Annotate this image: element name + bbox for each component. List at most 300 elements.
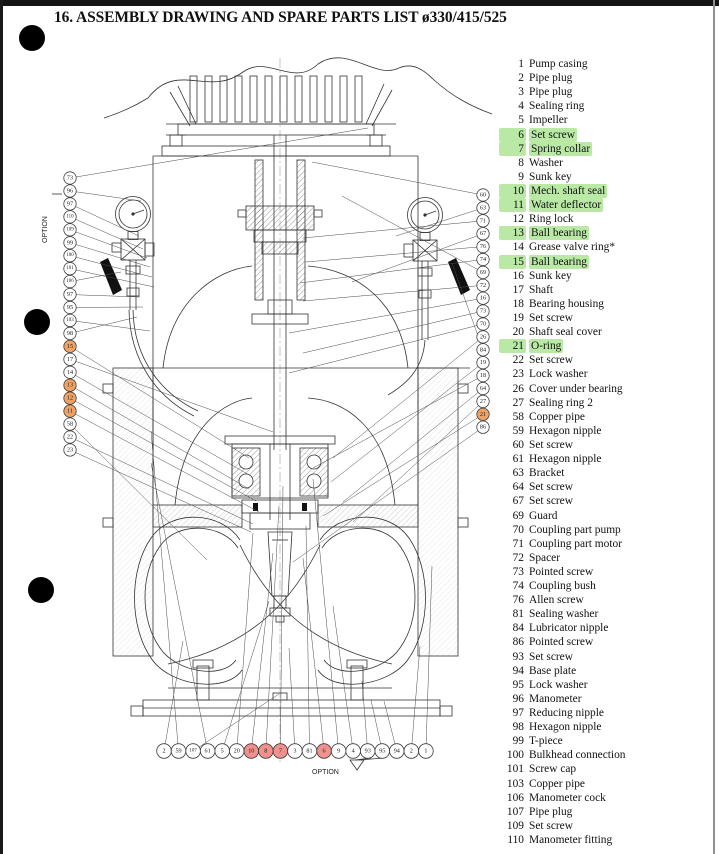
leader-line — [306, 526, 310, 751]
parts-list-row — [501, 71, 715, 85]
callout-number: 2 — [409, 747, 413, 755]
callout-bubble — [64, 198, 76, 210]
callout-number: 81 — [306, 747, 313, 755]
callout-bubble — [477, 240, 489, 252]
callout-number: 1 — [424, 747, 428, 755]
leader-line — [70, 359, 273, 432]
cock-lever — [100, 258, 122, 295]
callout-bubble — [64, 405, 76, 417]
callout-number: 8 — [264, 747, 268, 755]
callout-number: 95 — [379, 747, 386, 755]
part-number: 20 — [512, 326, 524, 339]
parts-list-row — [501, 198, 715, 212]
parts-list-row — [501, 325, 715, 339]
callout-bubble — [64, 418, 76, 430]
callout-bubble — [331, 744, 346, 759]
part-name: Sealing ring 2 — [529, 396, 593, 409]
part-number: 61 — [512, 453, 524, 466]
part-name: Pointed screw — [529, 636, 594, 649]
callout-bubble — [64, 250, 76, 262]
callout-bubble — [346, 744, 361, 759]
parts-list-row — [501, 57, 715, 71]
leader-line — [342, 196, 483, 272]
callout-bubble — [64, 301, 76, 313]
leader-line — [222, 601, 269, 751]
callout-number: 98 — [66, 329, 74, 337]
callout-bubble — [477, 331, 489, 343]
part-number: 110 — [507, 834, 524, 847]
callout-number: 107 — [189, 748, 197, 754]
parts-list-row — [501, 311, 715, 325]
leader-line — [323, 414, 483, 516]
part-name: Mech. shaft seal — [531, 184, 606, 197]
parts-list-row — [501, 748, 715, 762]
part-number: 6 — [499, 128, 526, 142]
part-name: Pipe plug — [529, 72, 573, 85]
part-number: 100 — [506, 749, 524, 762]
part-number: 103 — [506, 777, 524, 790]
part-name: Set screw — [531, 128, 575, 141]
callout-bubble — [64, 172, 76, 184]
leader-line — [333, 337, 483, 458]
part-name: Coupling bush — [529, 580, 596, 593]
part-name: Pump casing — [529, 58, 588, 70]
callout-number: 97 — [66, 200, 74, 208]
part-number: 60 — [512, 438, 524, 451]
callout-number: 22 — [66, 433, 74, 441]
part-name: Set screw — [529, 650, 573, 663]
callout-number: 18 — [479, 372, 487, 380]
callout-bubble — [259, 744, 274, 759]
leader-line — [411, 646, 420, 751]
part-name: Hexagon nipple — [529, 424, 602, 437]
parts-list-row — [501, 410, 715, 424]
part-name: Set screw — [529, 495, 573, 508]
part-number: 69 — [512, 509, 524, 522]
parts-list-row — [501, 269, 715, 283]
part-name: Ball bearing — [531, 227, 587, 240]
parts-list-row — [501, 791, 715, 805]
parts-list-row — [501, 706, 715, 720]
parts-list-row — [501, 142, 715, 156]
parts-list-row — [501, 720, 715, 734]
leader-line — [70, 372, 251, 476]
part-name: Manometer cock — [529, 791, 606, 804]
callout-number: 3 — [293, 747, 297, 755]
callout-number: 12 — [66, 394, 74, 402]
callout-number: 70 — [479, 320, 487, 328]
page-title: 16. ASSEMBLY DRAWING AND SPARE PARTS LIST ø330/415/525 — [54, 9, 507, 26]
callout-bubble — [171, 744, 186, 759]
part-number: 2 — [518, 72, 524, 85]
parts-list-row — [501, 537, 715, 551]
callout-bubble — [64, 353, 76, 365]
callout-bubble — [477, 395, 489, 407]
callout-number: 7 — [278, 747, 282, 755]
callout-number: 14 — [66, 368, 74, 376]
part-number: 23 — [512, 368, 524, 381]
part-name: Manometer — [529, 692, 582, 705]
callout-number: 17 — [66, 355, 74, 363]
parts-list-row — [501, 494, 715, 508]
part-name: Grease valve ring* — [529, 241, 616, 254]
parts-list-row — [501, 678, 715, 692]
parts-list-row — [501, 339, 715, 353]
parts-list-row — [501, 565, 715, 579]
part-number: 22 — [512, 354, 524, 367]
leader-line — [289, 324, 483, 373]
part-number: 81 — [512, 608, 524, 621]
parts-list-row — [501, 128, 715, 142]
part-number: 8 — [518, 156, 524, 169]
parts-list-row — [501, 99, 715, 113]
callout-bubble — [302, 744, 317, 759]
leader-line — [312, 162, 483, 195]
leader-line — [70, 204, 139, 236]
callout-number: 99 — [66, 239, 74, 247]
callout-bubble — [64, 444, 76, 456]
callout-bubble — [64, 211, 76, 223]
leader-line — [151, 431, 179, 751]
part-name: Shaft — [529, 283, 554, 296]
part-name: O-ring — [531, 340, 562, 353]
part-number: 11 — [499, 198, 526, 212]
leader-line — [70, 128, 368, 178]
part-number: 94 — [512, 664, 524, 677]
callout-number: 27 — [479, 397, 487, 405]
callout-bubble — [477, 279, 489, 291]
right-manometer-assembly — [388, 198, 470, 396]
part-number: 17 — [512, 283, 524, 296]
part-name: Pipe plug — [529, 805, 573, 818]
callout-number: 76 — [479, 243, 487, 251]
part-name: Screw cap — [529, 763, 577, 776]
part-number: 67 — [512, 495, 524, 508]
callout-bubble — [64, 366, 76, 378]
callout-bubble — [157, 744, 172, 759]
part-number: 3 — [518, 86, 524, 99]
part-name: Cover under bearing — [529, 382, 623, 395]
callout-bubble — [477, 215, 489, 227]
parts-list-row — [501, 551, 715, 565]
callout-bubble — [64, 379, 76, 391]
callout-bubble — [64, 262, 76, 274]
callout-number: 95 — [66, 304, 74, 311]
part-name: Pointed screw — [529, 565, 594, 578]
part-name: Set screw — [529, 311, 573, 324]
part-number: 19 — [512, 311, 524, 324]
callout-bubble — [64, 224, 76, 236]
parts-list-row — [501, 353, 715, 367]
part-number: 109 — [506, 819, 524, 832]
part-name: Allen screw — [529, 594, 584, 607]
part-name: Ball bearing — [531, 255, 587, 268]
parts-list-row — [501, 156, 715, 170]
callout-bubble — [215, 744, 230, 759]
callout-bubble — [64, 237, 76, 249]
part-name: Base plate — [529, 664, 577, 677]
part-number: 10 — [499, 184, 526, 198]
callout-number: 72 — [479, 281, 487, 289]
callout-bubble — [477, 189, 489, 201]
parts-list-row — [501, 607, 715, 621]
callout-number: 58 — [66, 420, 74, 428]
parts-list-row — [501, 777, 715, 791]
parts-list-row — [501, 212, 715, 226]
part-name: Coupling part motor — [529, 537, 623, 550]
part-name: Manometer fitting — [529, 834, 613, 847]
callout-bubble — [64, 340, 76, 352]
callout-bubble — [244, 744, 259, 759]
callout-bubble — [477, 305, 489, 317]
callout-bubble — [477, 382, 489, 394]
part-name: Copper pipe — [529, 410, 585, 423]
parts-list-row — [501, 452, 715, 466]
part-name: Reducing nipple — [529, 707, 604, 720]
callout-bubble — [477, 292, 489, 304]
parts-list-row — [501, 621, 715, 635]
part-name: Coupling part pump — [529, 523, 621, 536]
parts-list-row — [501, 509, 715, 523]
part-number: 63 — [512, 467, 524, 480]
part-number: 26 — [512, 382, 524, 395]
parts-list-row — [501, 367, 715, 381]
callout-number: 63 — [479, 204, 487, 212]
part-number: 76 — [512, 594, 524, 607]
callout-bubble — [360, 744, 375, 759]
callout-number: 64 — [479, 385, 487, 392]
parts-list-row — [501, 819, 715, 833]
option-annotation-left — [42, 194, 62, 243]
callout-bubble — [477, 228, 489, 240]
callout-number: 71 — [479, 217, 487, 225]
part-name: Shaft seal cover — [529, 326, 602, 339]
callout-bubble — [419, 744, 434, 759]
callout-bubble — [64, 314, 76, 326]
callout-number: 73 — [66, 174, 74, 182]
callout-number: 9 — [337, 747, 341, 755]
callout-bubble — [64, 327, 76, 339]
callout-number: 101 — [66, 266, 74, 272]
callout-number: 67 — [479, 230, 487, 238]
part-name: Lubricator nipple — [529, 622, 609, 635]
callout-number: 60 — [479, 191, 487, 199]
shaft-seal-area — [153, 500, 418, 529]
part-name: T-piece — [529, 735, 563, 748]
part-number: 93 — [512, 650, 524, 663]
parts-list-row — [501, 523, 715, 537]
parts-list-row — [501, 833, 715, 847]
part-name: Lock washer — [529, 678, 588, 691]
parts-list-row — [501, 650, 715, 664]
part-number: 27 — [512, 396, 524, 409]
part-number: 59 — [512, 424, 524, 437]
part-number: 74 — [512, 580, 524, 593]
part-number: 98 — [512, 721, 524, 734]
part-name: Washer — [529, 156, 563, 169]
part-number: 72 — [512, 551, 524, 564]
leader-line — [289, 648, 295, 751]
callout-number: 16 — [479, 294, 487, 302]
callout-bubble — [317, 744, 332, 759]
part-number: 13 — [499, 226, 526, 240]
parts-list-row — [501, 396, 715, 410]
parts-list-row — [501, 170, 715, 184]
parts-list-row — [501, 226, 715, 240]
part-name: Impeller — [529, 114, 568, 127]
pump-bracket — [103, 156, 470, 656]
callout-number: 5 — [220, 747, 224, 755]
part-number: 12 — [512, 213, 524, 226]
leader-line — [289, 298, 483, 333]
parts-list-row — [501, 184, 715, 198]
part-name: Set screw — [529, 481, 573, 494]
part-number: 99 — [512, 735, 524, 748]
part-number: 107 — [506, 805, 524, 818]
parts-list-row — [501, 635, 715, 649]
leader-line — [352, 234, 483, 282]
leader-line — [70, 398, 256, 501]
parts-list — [501, 57, 715, 847]
callout-bubble — [477, 318, 489, 330]
parts-list-row — [501, 762, 715, 776]
callout-number: 106 — [66, 279, 74, 285]
leader-line — [70, 320, 150, 331]
parts-list-row — [501, 466, 715, 480]
callout-bubble — [64, 392, 76, 404]
parts-list-row — [501, 85, 715, 99]
callout-number: 110 — [66, 214, 74, 220]
part-number: 14 — [512, 241, 524, 254]
callout-bubble — [64, 288, 76, 300]
callout-number: 13 — [66, 381, 74, 389]
parts-list-row — [501, 113, 715, 127]
parts-list-row — [501, 424, 715, 438]
callout-number: 19 — [479, 359, 487, 367]
leader-line — [333, 606, 353, 751]
callout-bubble — [390, 744, 405, 759]
callout-number: 10 — [248, 747, 255, 755]
callout-number: 4 — [351, 747, 355, 755]
callout-bubble — [64, 185, 76, 197]
callout-number: 15 — [66, 342, 74, 350]
callout-bubble — [477, 202, 489, 214]
leader-line — [303, 285, 483, 301]
callout-bubble — [64, 275, 76, 287]
leader-line — [303, 558, 324, 751]
leader-line — [384, 701, 397, 751]
part-name: Sealing washer — [529, 608, 599, 621]
part-name: Set screw — [529, 354, 573, 367]
parts-list-row — [501, 255, 715, 269]
leader-line — [266, 506, 279, 751]
motor-flange — [162, 124, 390, 156]
part-number: 21 — [499, 339, 526, 353]
callout-number: 61 — [204, 747, 211, 755]
option-annotation-bottom — [312, 758, 384, 776]
callout-bubble — [229, 744, 244, 759]
part-name: Sunk key — [529, 269, 572, 282]
part-number: 15 — [499, 255, 526, 269]
part-name: Hexagon nipple — [529, 453, 602, 466]
parts-list-row — [501, 593, 715, 607]
part-name: Lock washer — [529, 368, 588, 381]
part-name: Pipe plug — [529, 86, 573, 99]
part-name: Set screw — [529, 438, 573, 451]
leader-line — [70, 191, 141, 201]
leader-line — [343, 389, 483, 503]
part-name: Sunk key — [529, 170, 572, 183]
callout-bubble — [64, 431, 76, 443]
part-name: Ring lock — [529, 213, 574, 226]
part-name: Guard — [529, 509, 558, 522]
part-number: 106 — [506, 791, 524, 804]
leader-line — [280, 486, 283, 751]
part-name: Hexagon nipple — [529, 721, 602, 734]
leader-line — [237, 533, 253, 751]
part-number: 7 — [499, 142, 526, 156]
callout-number: 26 — [479, 333, 487, 341]
leader-line — [70, 307, 143, 308]
callout-number: 11 — [67, 407, 73, 415]
callout-number: 73 — [479, 307, 487, 315]
part-number: 9 — [518, 170, 524, 183]
parts-list-row — [501, 297, 715, 311]
part-number: 101 — [506, 763, 524, 776]
parts-list-row — [501, 692, 715, 706]
parts-list-row — [501, 438, 715, 452]
callout-bubble — [200, 744, 215, 759]
motor-fins — [104, 58, 492, 126]
part-number: 71 — [512, 537, 524, 550]
part-number: 1 — [518, 58, 524, 70]
callout-number: 6 — [322, 747, 326, 755]
option-label-bottom: OPTION — [312, 769, 339, 776]
callout-number: 103 — [66, 317, 74, 323]
callout-number: 93 — [364, 747, 371, 755]
part-name: Set screw — [529, 819, 573, 832]
part-number: 18 — [512, 297, 524, 310]
callout-bubble — [477, 344, 489, 356]
callout-bubble — [477, 421, 489, 433]
callout-bubble — [273, 744, 288, 759]
parts-list-row — [501, 382, 715, 396]
callout-number: 84 — [479, 346, 487, 354]
callout-bubble — [477, 369, 489, 381]
callout-number: 100 — [66, 253, 74, 259]
leader-line — [70, 317, 137, 333]
part-name: Bearing housing — [529, 297, 604, 310]
parts-list-row — [501, 579, 715, 593]
leader-line — [164, 641, 183, 751]
parts-list-row — [501, 480, 715, 494]
callout-number: 97 — [66, 291, 74, 299]
part-number: 73 — [512, 565, 524, 578]
callout-number: 2 — [162, 747, 166, 755]
callout-bubble — [477, 266, 489, 278]
callout-number: 86 — [479, 423, 487, 431]
part-number: 96 — [512, 692, 524, 705]
callout-number: 69 — [479, 268, 487, 276]
part-number: 95 — [512, 678, 524, 691]
callout-number: 74 — [479, 256, 487, 263]
callout-bubble — [404, 744, 419, 759]
parts-list-row — [501, 805, 715, 819]
parts-list-row — [501, 664, 715, 678]
parts-list-row — [501, 734, 715, 748]
callout-bubble — [477, 357, 489, 369]
part-number: 97 — [512, 707, 524, 720]
